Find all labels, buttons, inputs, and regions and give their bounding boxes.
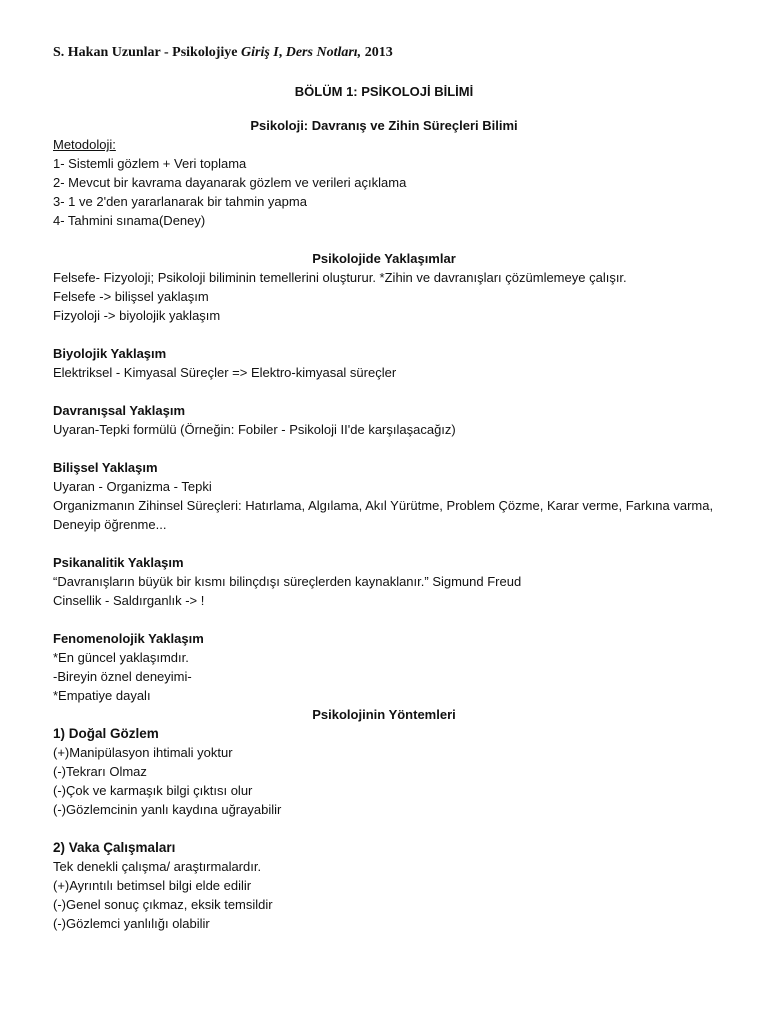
yaklasimlar-line: Felsefe -> bilişsel yaklaşım (53, 289, 209, 304)
dogal-gozlem-line: (-)Tekrarı Olmaz (53, 764, 147, 779)
vaka-line: Tek denekli çalışma/ araştırmalardır. (53, 859, 262, 874)
vaka-line: (-)Gözlemci yanlılığı olabilir (53, 916, 210, 931)
document-header (53, 44, 715, 64)
davranissal-heading: Davranışsal Yaklaşım (53, 403, 186, 418)
psikanalitik-line: Cinsellik - Saldırganlık -> ! (53, 593, 205, 608)
yaklasimlar-heading: Psikolojide Yaklaşımlar (312, 251, 456, 266)
vaka-heading: 2) Vaka Çalışmaları (53, 840, 176, 855)
header-year: 2013 (361, 45, 393, 60)
vaka-line: (-)Genel sonuç çıkmaz, eksik temsildir (53, 897, 273, 912)
bilissel-heading: Bilişsel Yaklaşım (53, 460, 158, 475)
document-subtitle: Psikoloji: Davranış ve Zihin Süreçleri Bilimi (250, 118, 518, 133)
fenomenolojik-line: *Empatiye dayalı (53, 688, 151, 703)
dogal-gozlem-line: (-)Gözlemcinin yanlı kaydına uğrayabilir (53, 802, 282, 817)
dogal-gozlem-line: (-)Çok ve karmaşık bilgi çıktısı olur (53, 783, 253, 798)
psikanalitik-heading: Psikanalitik Yaklaşım (53, 555, 184, 570)
dogal-gozlem-line: (+)Manipülasyon ihtimali yoktur (53, 745, 233, 760)
header-sep: , (278, 45, 286, 60)
biyolojik-heading: Biyolojik Yaklaşım (53, 346, 167, 361)
bilissel-line: Organizmanın Zihinsel Süreçleri: Hatırlama, Algılama, Akıl Yürütme, Problem Çözme, Karar verme, Farkına varma, Deneyip öğrenme... (53, 498, 714, 532)
metodoloji-heading: Metodoloji: (53, 137, 116, 152)
psikanalitik-line: “Davranışların büyük bir kısmı bilinçdışı süreçlerden kaynaklanır.” Sigmund Freud (53, 574, 522, 589)
header-notes: Ders Notları, (285, 45, 362, 60)
fenomenolojik-heading: Fenomenolojik Yaklaşım (53, 631, 204, 646)
fenomenolojik-line: -Bireyin öznel deneyimi- (53, 669, 192, 684)
chapter-title: BÖLÜM 1: PSİKOLOJİ BİLİMİ (294, 84, 474, 99)
vaka-line: (+)Ayrıntılı betimsel bilgi elde edilir (53, 878, 252, 893)
yaklasimlar-line: Fizyoloji -> biyolojik yaklaşım (53, 308, 221, 323)
davranissal-line: Uyaran-Tepki formülü (Örneğin: Fobiler - Psikoloji II'de karşılaşacağız) (53, 422, 456, 437)
metodoloji-item: 3- 1 ve 2'den yararlanarak bir tahmin yapma (53, 194, 307, 209)
metodoloji-item: 1- Sistemli gözlem + Veri toplama (53, 156, 247, 171)
yaklasimlar-line: Felsefe- Fizyoloji; Psikoloji biliminin temellerini oluşturur. *Zihin ve davranışları çözümlemeye çalışır. (53, 270, 627, 285)
yontemler-heading: Psikolojinin Yöntemleri (312, 707, 456, 722)
header-course: Giriş I (241, 45, 279, 60)
document-page (53, 44, 715, 933)
metodoloji-item: 2- Mevcut bir kavrama dayanarak gözlem ve verileri açıklama (53, 175, 407, 190)
metodoloji-item: 4- Tahmini sınama(Deney) (53, 213, 206, 228)
bilissel-line: Uyaran - Organizma - Tepki (53, 479, 212, 494)
header-author: S. Hakan Uzunlar - Psikolojiye (53, 45, 241, 60)
biyolojik-line: Elektriksel - Kimyasal Süreçler => Elektro-kimyasal süreçler (53, 365, 397, 380)
fenomenolojik-line: *En güncel yaklaşımdır. (53, 650, 189, 665)
dogal-gozlem-heading: 1) Doğal Gözlem (53, 726, 159, 741)
